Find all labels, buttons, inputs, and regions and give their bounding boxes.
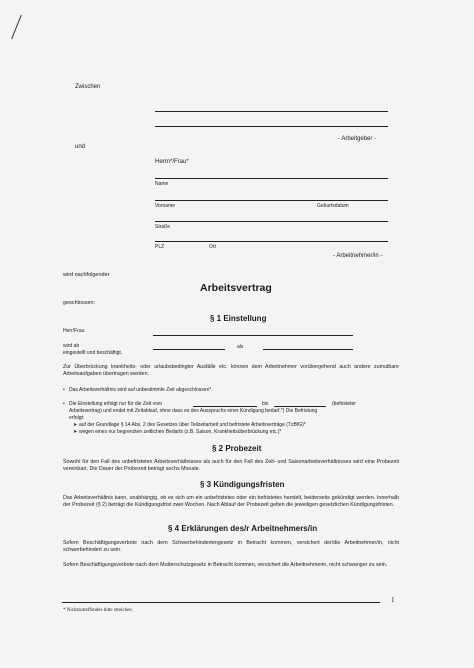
bullet-icon: •	[63, 401, 65, 407]
name-label: Name	[155, 181, 169, 187]
s1-sub-1	[73, 422, 306, 428]
s2-paragraph: Sowohl für den Fall des unbefristeten Arbeitsverhältnisses als auch für den Fall des Zeit- und Saisonarbeitsverhältnisses wird eine Probezeit vereinbart. Die Dauer der Probezeit beträgt sechs Monate.	[63, 459, 399, 472]
s1-start-date-line	[153, 349, 225, 350]
s3-heading: § 3 Kündigungsfristen	[200, 480, 285, 489]
s1-bullet-2	[63, 401, 162, 407]
arrow-bullet-icon: ➤	[73, 422, 78, 428]
arrow-bullet-icon: ➤	[73, 429, 78, 435]
strasse-label: Straße	[155, 224, 171, 230]
s1-sub-2-text: wegen eines nur begrenzten zeitlichen Bedarfs (z.B. Saison, Krankheitsüberbrückung etc.)*	[79, 429, 282, 435]
geschlossen-label: geschlossen:	[63, 300, 96, 306]
s1-paragraph: Zur Überbrückung krankheits- oder urlaubsbedingter Ausfälle etc. können dem Arbeitnehmer vorübergehend auch andere zumutbare Arbeitsaufgaben übertragen werden.	[63, 364, 399, 377]
plz-label: PLZ	[155, 244, 165, 250]
footer-rule	[62, 602, 380, 603]
s1-befristet: (befristeter	[332, 401, 356, 407]
ort-label: Ort	[209, 244, 216, 250]
s1-sub-1-text: auf der Grundlage § 14 Abs. 2 des Gesetzes über Teilzeitarbeit und befristete Arbeitsverträge (TzBfG)*	[79, 422, 306, 428]
s1-bullet-2-line-3: erfolgt:	[69, 415, 85, 421]
und-label: und	[75, 144, 86, 150]
employer-line-1	[155, 111, 388, 112]
s4-paragraph-2: Sofern Beschäftigungsverbote nach dem Mutterschutzgesetz in Betracht kommen, versichert die Arbeitnehmerin, nicht schwanger zu sein.	[63, 562, 388, 568]
s1-wird-ab: wird ab	[63, 343, 80, 349]
zwischen-label: Zwischen	[75, 84, 101, 90]
s1-to-date-line	[274, 406, 326, 407]
nachfolgender-label: wird nachfolgender	[63, 272, 110, 278]
document-title: Arbeitsvertrag	[200, 282, 272, 294]
s4-heading: § 4 Erklärungen des/r Arbeitnehmers/in	[168, 524, 318, 533]
ort-line	[155, 241, 388, 242]
s2-heading: § 2 Probezeit	[212, 444, 262, 453]
s1-als: als	[237, 344, 244, 350]
vorname-line	[155, 200, 388, 201]
employer-line-2	[155, 126, 388, 127]
s3-paragraph: Das Arbeitsverhältnis kann, unabhängig, ob es sich um ein unbefristetes oder ein befristetes handelt, beiderseits gekündigt werden. Innerhalb der Probezeit (§ 2) beträgt die Kündigungsfrist zwei Wochen. Nach Ablauf der Probezeit gelten die jeweiligen gesetzlichen Kündigungsfristen.	[63, 495, 399, 508]
s1-heading: § 1 Einstellung	[210, 314, 267, 323]
arbeitgeber-label: - Arbeitgeber -	[338, 136, 377, 142]
arbeitnehmer-label: - Arbeitnehmer/in -	[333, 253, 383, 259]
geburtsdatum-label: Geburtsdatum	[317, 203, 349, 209]
vorname-label: Vorname	[155, 203, 176, 209]
s1-bullet-1-text: Das Arbeitsverhältnis wird auf unbestimmte Zeit abgeschlossen*.	[69, 387, 213, 393]
footnote: * Nichtzutreffendes bitte streichen	[63, 608, 132, 613]
pen-mark	[11, 15, 22, 39]
s1-eingestellt: eingestellt und beschäftigt.	[63, 350, 123, 356]
s1-from-date-line	[193, 406, 257, 407]
s1-bullet-2-text: Die Einstellung erfolgt nur für die Zeit vom	[69, 401, 163, 407]
s4-paragraph-1: Sofern Beschäftigungsverbote nach dem Schwerbehindertengesetz in Betracht kommen, versichert der/die Arbeitnehmer/in, nicht schwerbehindert zu sein.	[63, 540, 399, 553]
herr-frau-label: Herrn*/Frau*	[155, 159, 189, 165]
page-number: 1	[391, 596, 395, 604]
name-line	[155, 178, 388, 179]
s1-sub-2	[73, 429, 281, 435]
s1-bullet-2-line-2: Arbeitsvertrag) und endet mit Zeitablauf, ohne dass es des Ausspruchs einer Kündigung bedarf.*) Die Befristung	[69, 408, 318, 414]
strasse-line	[155, 221, 388, 222]
s1-name-line	[153, 335, 353, 336]
bullet-icon: •	[63, 387, 65, 393]
s1-position-line	[263, 349, 353, 350]
s1-herr-frau: Herr/Frau	[63, 328, 85, 334]
s1-bis: bis	[262, 401, 269, 407]
s1-bullet-1	[63, 387, 213, 393]
